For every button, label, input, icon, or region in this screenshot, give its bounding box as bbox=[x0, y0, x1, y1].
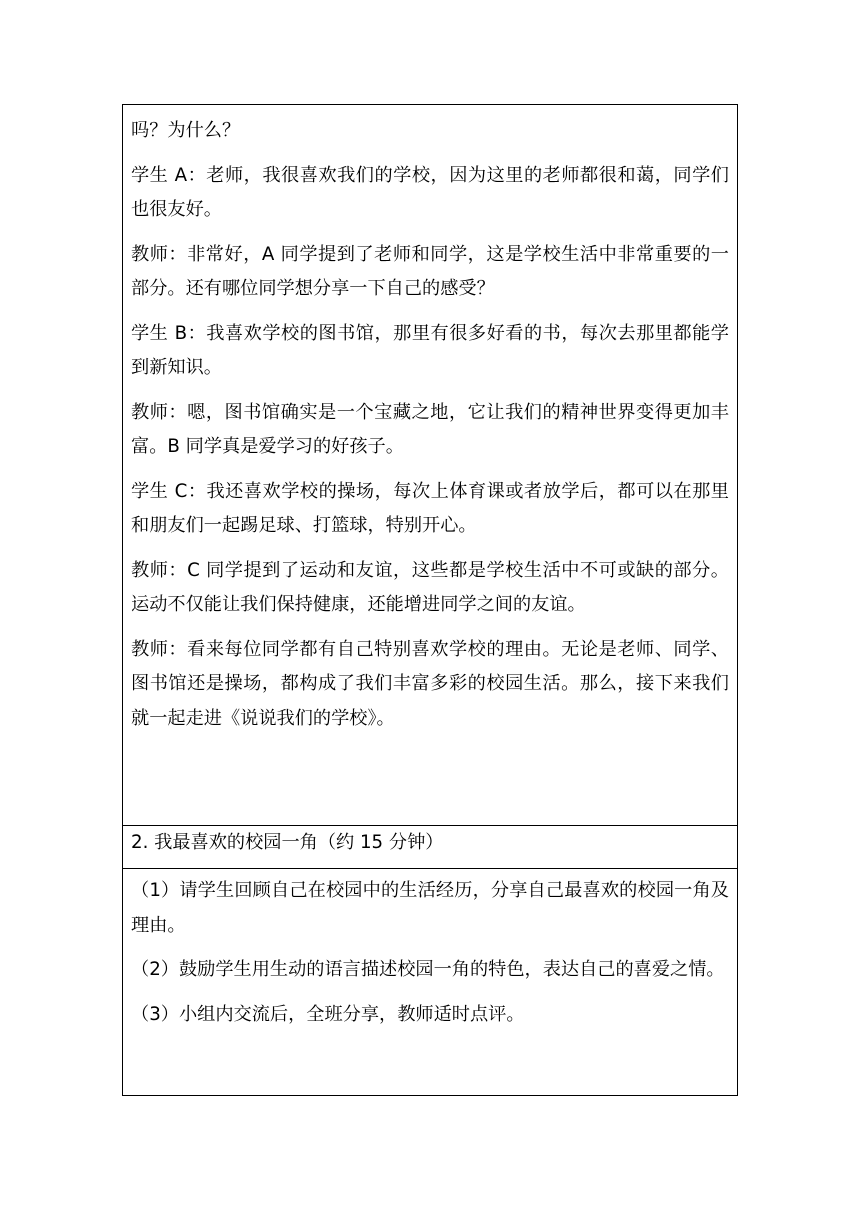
dialogue-paragraph: 教师：嗯，图书馆确实是一个宝藏之地，它让我们的精神世界变得更加丰富。B 同学真是爱学习的好孩子。 bbox=[131, 401, 729, 457]
dialogue-cell bbox=[123, 105, 738, 826]
activity-steps-cell bbox=[123, 869, 738, 1096]
activity-step: （3）小组内交流后，全班分享，教师适时点评。 bbox=[131, 1003, 525, 1025]
activity-step: （2）鼓励学生用生动的语言描述校园一角的特色，表达自己的喜爱之情。 bbox=[131, 959, 725, 980]
dialogue-paragraph: 学生 B：我喜欢学校的图书馆，那里有很多好看的书，每次去那里都能学到新知识。 bbox=[131, 322, 729, 378]
lesson-plan-table bbox=[122, 104, 738, 1096]
dialogue-paragraph: 学生 A：老师，我很喜欢我们的学校，因为这里的老师都很和蔼，同学们也很友好。 bbox=[131, 164, 729, 220]
dialogue-paragraph: 教师：非常好，A 同学提到了老师和同学，这是学校生活中非常重要的一部分。还有哪位同学想分享一下自己的感受？ bbox=[131, 243, 729, 299]
dialogue-paragraph: 吗？为什么？ bbox=[131, 120, 241, 141]
table-row bbox=[123, 869, 738, 1096]
table-row bbox=[123, 826, 738, 869]
section-heading: 2. 我最喜欢的校园一角（约 15 分钟） bbox=[131, 832, 444, 853]
section-heading-cell bbox=[123, 826, 738, 869]
table-row bbox=[123, 105, 738, 826]
activity-step: （1）请学生回顾自己在校园中的生活经历，分享自己最喜欢的校园一角及理由。 bbox=[131, 880, 729, 936]
dialogue-paragraph: 教师：看来每位同学都有自己特别喜欢学校的理由。无论是老师、同学、图书馆还是操场，都构成了我们丰富多彩的校园生活。那么，接下来我们就一起走进《说说我们的学校》。 bbox=[131, 638, 729, 729]
dialogue-paragraph: 教师：C 同学提到了运动和友谊，这些都是学校生活中不可或缺的部分。运动不仅能让我们保持健康，还能增进同学之间的友谊。 bbox=[131, 559, 729, 615]
dialogue-paragraph: 学生 C：我还喜欢学校的操场，每次上体育课或者放学后，都可以在那里和朋友们一起踢足球、打篮球，特别开心。 bbox=[131, 480, 729, 536]
